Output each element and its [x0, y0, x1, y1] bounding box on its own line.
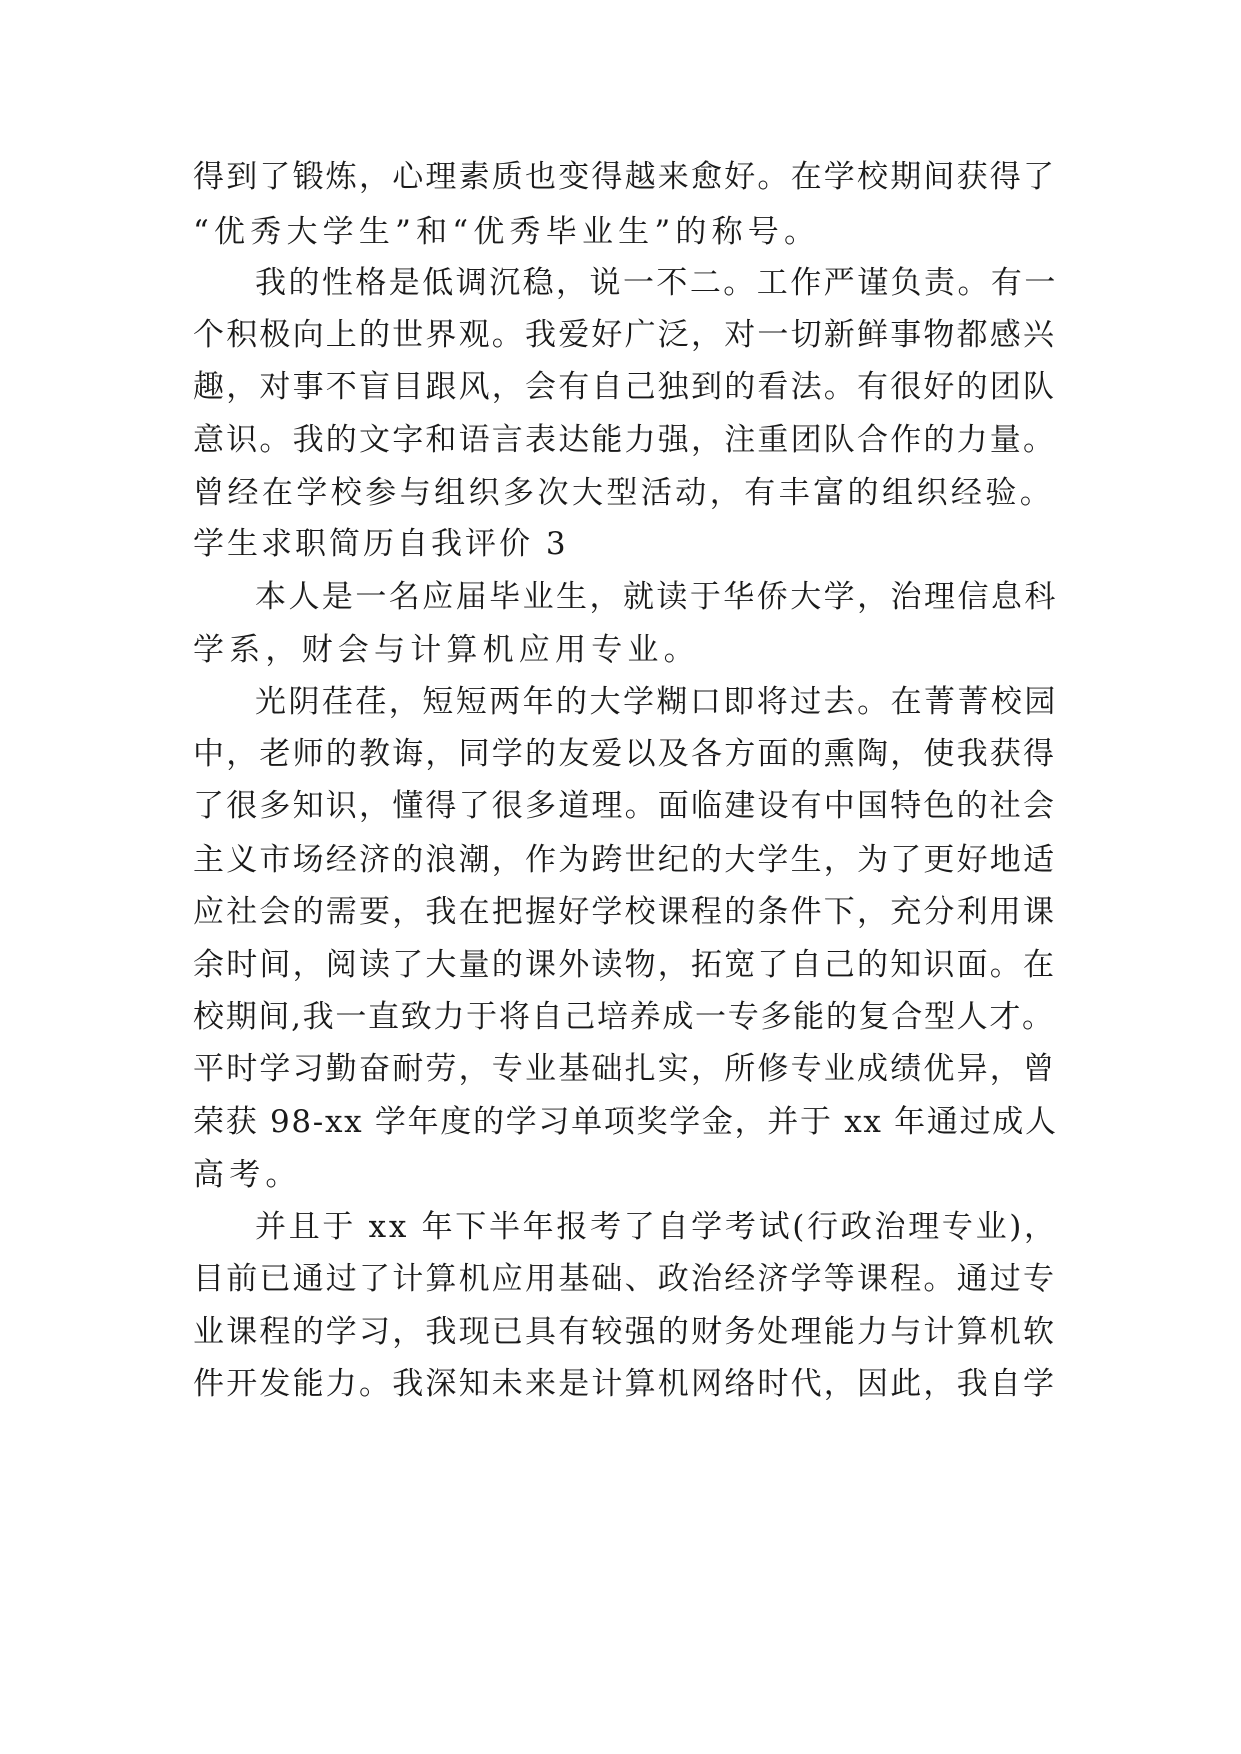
- section-heading: 学生求职简历自我评价 3: [193, 526, 569, 562]
- text-line: 意识。我的文字和语言表达能力强，注重团队合作的力量。: [193, 422, 1057, 458]
- text-line: 主义市场经济的浪潮，作为跨世纪的大学生，为了更好地适: [193, 842, 1057, 878]
- text-line: 高考。: [193, 1157, 302, 1193]
- text-line: 目前已通过了计算机应用基础、政治经济学等课程。通过专: [193, 1261, 1057, 1297]
- text-line: 校期间,我一直致力于将自己培养成一专多能的复合型人才。: [193, 999, 1055, 1035]
- text-line: 光阴荏荏，短短两年的大学糊口即将过去。在菁菁校园: [255, 684, 1058, 720]
- text-line: 并且于 xx 年下半年报考了自学考试(行政治理专业)，: [255, 1209, 1058, 1245]
- text-line: 中，老师的教诲，同学的友爱以及各方面的熏陶，使我获得: [193, 736, 1057, 772]
- text-line: 我的性格是低调沉稳，说一不二。工作严谨负责。有一: [255, 265, 1058, 301]
- text-line: 荣获 98-xx 学年度的学习单项奖学金，并于 xx 年通过成人: [193, 1104, 1058, 1140]
- text-line: 件开发能力。我深知未来是计算机网络时代，因此，我自学: [193, 1366, 1057, 1402]
- text-line: 余时间，阅读了大量的课外读物，拓宽了自己的知识面。在: [193, 947, 1057, 983]
- text-line: 学系，财会与计算机应用专业。: [193, 632, 700, 668]
- text-line: 本人是一名应届毕业生，就读于华侨大学，治理信息科: [255, 579, 1058, 615]
- text-line: 趣，对事不盲目跟风，会有自己独到的看法。有很好的团队: [193, 369, 1057, 405]
- text-line: 了很多知识，懂得了很多道理。面临建设有中国特色的社会: [193, 788, 1057, 824]
- text-line: “优秀大学生”和“优秀毕业生”的称号。: [193, 214, 821, 250]
- text-line: 平时学习勤奋耐劳，专业基础扎实，所修专业成绩优异，曾: [193, 1051, 1057, 1087]
- text-line: 个积极向上的世界观。我爱好广泛，对一切新鲜事物都感兴: [193, 317, 1057, 353]
- text-line: 应社会的需要，我在把握好学校课程的条件下，充分利用课: [193, 894, 1057, 930]
- text-line: 得到了锻炼，心理素质也变得越来愈好。在学校期间获得了: [193, 159, 1057, 195]
- text-line: 曾经在学校参与组织多次大型活动，有丰富的组织经验。: [193, 475, 1055, 511]
- text-line: 业课程的学习，我现已具有较强的财务处理能力与计算机软: [193, 1314, 1057, 1350]
